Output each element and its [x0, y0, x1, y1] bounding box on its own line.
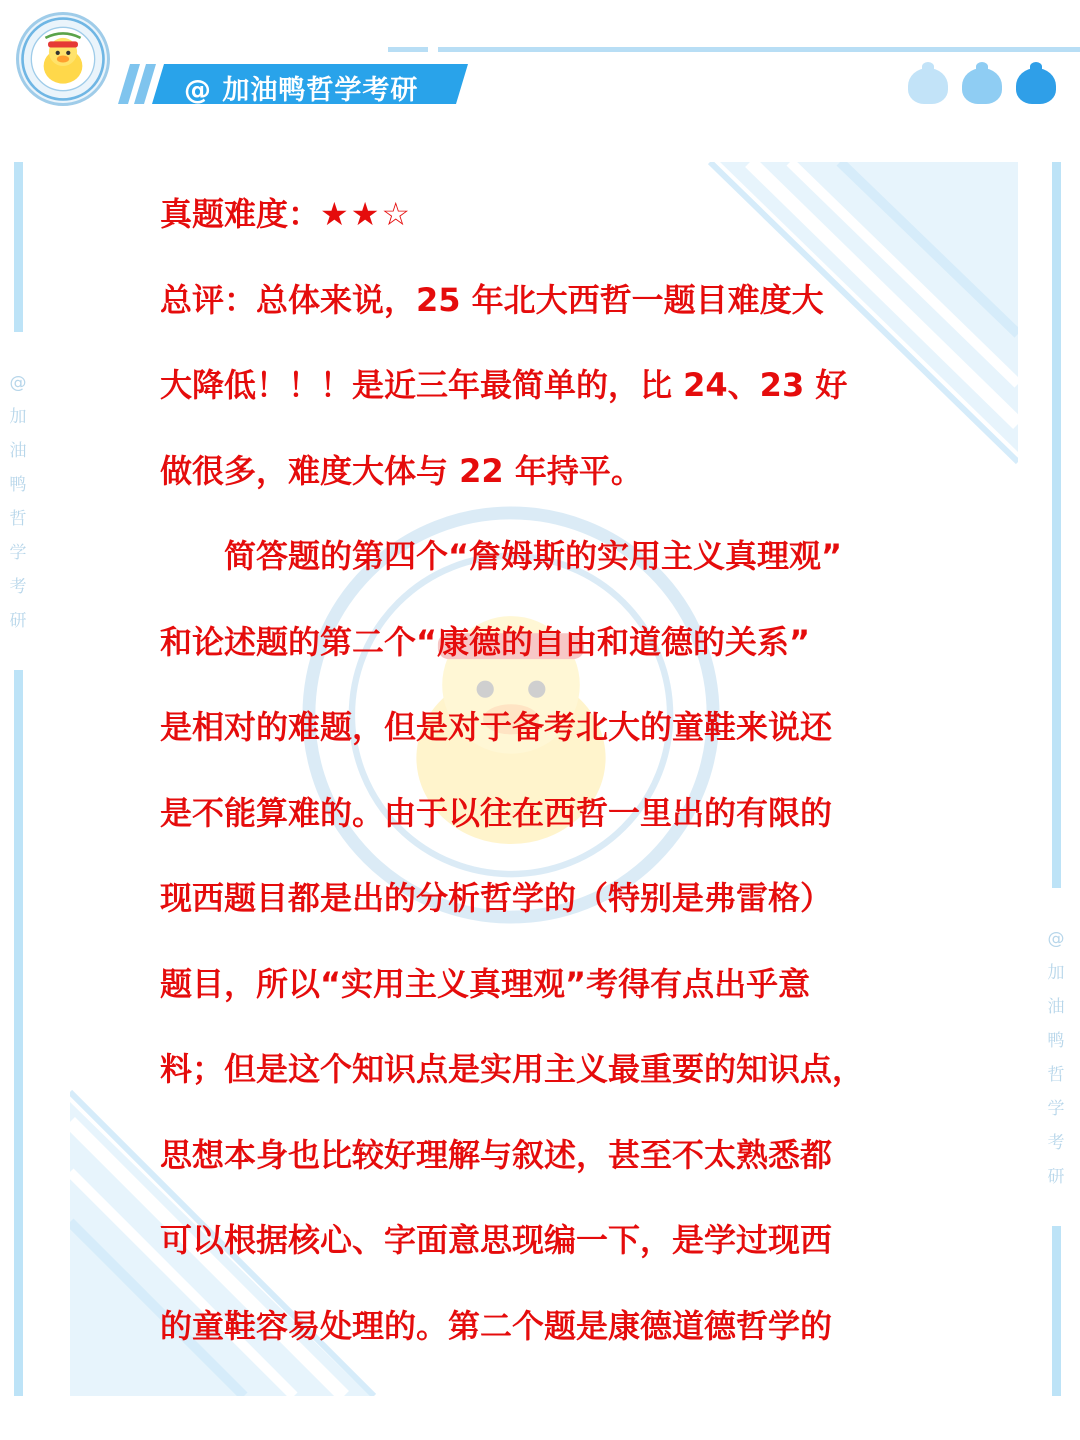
difficulty-label: 真题难度：: [160, 195, 321, 233]
text-line: 做很多，难度大体与 22 年持平。: [160, 451, 643, 490]
duck-mascot-icon: [19, 15, 107, 103]
text-line: 简答题的第四个“詹姆斯的实用主义真理观”: [160, 537, 843, 575]
text-line: 题目，所以“实用主义真理观”考得有点出乎意: [160, 964, 811, 1003]
side-char: 学: [9, 543, 27, 563]
text-line: 和论述题的第二个“康德的自由和道德的关系”: [160, 622, 811, 661]
right-rail-bottom: [1052, 1226, 1061, 1396]
side-char: @: [1047, 929, 1065, 949]
left-rail-bottom: [14, 670, 23, 1396]
article-body: [160, 172, 940, 1369]
right-side-watermark: [1044, 922, 1068, 1194]
side-char: 研: [1047, 1167, 1065, 1187]
side-char: 加: [1047, 963, 1065, 983]
side-char: 学: [1047, 1099, 1065, 1119]
blob-light-icon: [908, 68, 948, 104]
text-line: 思想本身也比较好理解与叙述，甚至不太熟悉都: [160, 1135, 833, 1174]
side-char: @: [9, 373, 27, 393]
left-side-watermark: [6, 366, 30, 638]
side-char: 油: [1047, 997, 1065, 1017]
text-line: 可以根据核心、字面意思现编一下，是学过现西: [160, 1221, 833, 1259]
side-char: 哲: [9, 509, 27, 529]
text-line: 大降低！！！是近三年最简单的，比 24、23 好: [160, 366, 848, 404]
side-char: 考: [1047, 1133, 1065, 1153]
side-char: 加: [9, 407, 27, 427]
text-line: 的童鞋容易处理的。第二个题是康德道德哲学的: [160, 1306, 833, 1345]
difficulty-stars: ★★☆: [320, 195, 413, 233]
side-char: 油: [9, 441, 27, 461]
side-char: 哲: [1047, 1065, 1065, 1085]
text-line: 料；但是这个知识点是实用主义最重要的知识点，: [160, 1050, 865, 1088]
blob-dark-icon: [1016, 68, 1056, 104]
text-line: 是不能算难的。由于以往在西哲一里出的有限的: [160, 793, 833, 832]
side-char: 鸭: [9, 475, 27, 495]
brand-logo: [16, 12, 110, 106]
side-char: 鸭: [1047, 1031, 1065, 1051]
blob-medium-icon: [962, 68, 1002, 104]
account-name: @ 加油鸭哲学考研: [184, 75, 419, 106]
left-rail-top: [14, 162, 23, 332]
difficulty-line: [160, 172, 940, 258]
text-line: 总评：总体来说，25 年北大西哲一题目难度大: [160, 280, 824, 319]
text-line: 是相对的难题，但是对于备考北大的童鞋来说还: [160, 708, 833, 746]
right-rail-top: [1052, 162, 1061, 888]
account-banner: [118, 64, 468, 104]
text-line: 现西题目都是出的分析哲学的（特别是弗雷格）: [160, 879, 833, 917]
decor-blobs: [908, 62, 1058, 106]
header-divider-dash: [388, 47, 428, 52]
side-char: 考: [9, 577, 27, 597]
side-char: 研: [9, 611, 27, 631]
header-divider: [438, 47, 1080, 52]
